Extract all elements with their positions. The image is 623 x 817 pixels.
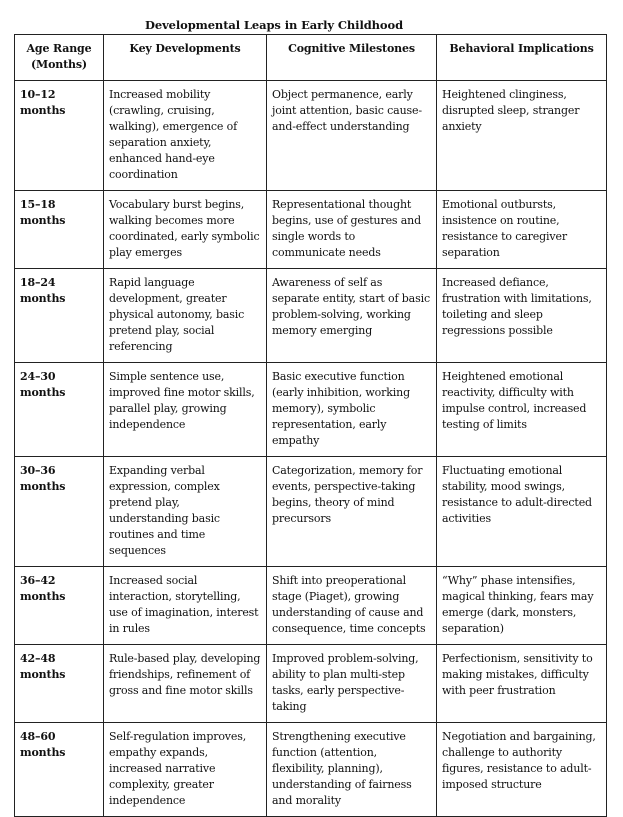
age-range-cell: 42–48 months: [15, 645, 104, 723]
behavioral-implications-cell: Negotiation and bargaining, challenge to authority figures, resistance to adult-imposed structure: [437, 723, 607, 817]
key-developments-cell: Rapid language development, greater physical autonomy, basic pretend play, social referencing: [104, 269, 267, 363]
table-row: [15, 645, 607, 723]
behavioral-implications-cell: Emotional outbursts, insistence on routine, resistance to caregiver separation: [437, 191, 607, 269]
cognitive-milestones-cell: Representational thought begins, use of gestures and single words to communicate needs: [267, 191, 437, 269]
cognitive-milestones-cell: Shift into preoperational stage (Piaget), growing understanding of cause and consequence, time concepts: [267, 567, 437, 645]
header-key-developments: Key Developments: [104, 35, 267, 81]
table-row: [15, 269, 607, 363]
cognitive-milestones-cell: Improved problem-solving, ability to plan multi-step tasks, early perspective-taking: [267, 645, 437, 723]
age-range-cell: 30–36 months: [15, 457, 104, 567]
table-row: [15, 363, 607, 457]
key-developments-cell: Simple sentence use, improved fine motor skills, parallel play, growing independence: [104, 363, 267, 457]
page-title: Developmental Leaps in Early Childhood: [144, 18, 404, 32]
behavioral-implications-cell: Fluctuating emotional stability, mood swings, resistance to adult-directed activities: [437, 457, 607, 567]
cognitive-milestones-cell: Basic executive function (early inhibition, working memory), symbolic representation, early empathy: [267, 363, 437, 457]
behavioral-implications-cell: Heightened clinginess, disrupted sleep, stranger anxiety: [437, 81, 607, 191]
developmental-leaps-table: [14, 34, 607, 817]
header-cognitive-milestones: Cognitive Milestones: [267, 35, 437, 81]
cognitive-milestones-cell: Awareness of self as separate entity, start of basic problem-solving, working memory emerging: [267, 269, 437, 363]
behavioral-implications-cell: Perfectionism, sensitivity to making mistakes, difficulty with peer frustration: [437, 645, 607, 723]
key-developments-cell: Increased mobility (crawling, cruising, walking), emergence of separation anxiety, enhanced hand-eye coordination: [104, 81, 267, 191]
table-row: [15, 567, 607, 645]
age-range-cell: 18–24 months: [15, 269, 104, 363]
header-behavioral-implications: Behavioral Implications: [437, 35, 607, 81]
cognitive-milestones-cell: Strengthening executive function (attention, flexibility, planning), understanding of fairness and morality: [267, 723, 437, 817]
key-developments-cell: Rule-based play, developing friendships, refinement of gross and fine motor skills: [104, 645, 267, 723]
behavioral-implications-cell: Heightened emotional reactivity, difficulty with impulse control, increased testing of limits: [437, 363, 607, 457]
table-row: [15, 723, 607, 817]
key-developments-cell: Vocabulary burst begins, walking becomes more coordinated, early symbolic play emerges: [104, 191, 267, 269]
header-row: [15, 35, 607, 81]
header-age-range: Age Range (Months): [15, 35, 104, 81]
behavioral-implications-cell: “Why” phase intensifies, magical thinking, fears may emerge (dark, monsters, separation): [437, 567, 607, 645]
key-developments-cell: Increased social interaction, storytelling, use of imagination, interest in rules: [104, 567, 267, 645]
age-range-cell: 24–30 months: [15, 363, 104, 457]
table-row: [15, 191, 607, 269]
cognitive-milestones-cell: Object permanence, early joint attention, basic cause-and-effect understanding: [267, 81, 437, 191]
age-range-cell: 36–42 months: [15, 567, 104, 645]
behavioral-implications-cell: Increased defiance, frustration with limitations, toileting and sleep regressions possible: [437, 269, 607, 363]
age-range-cell: 15–18 months: [15, 191, 104, 269]
table-row: [15, 81, 607, 191]
key-developments-cell: Self-regulation improves, empathy expands, increased narrative complexity, greater independence: [104, 723, 267, 817]
key-developments-cell: Expanding verbal expression, complex pretend play, understanding basic routines and time sequences: [104, 457, 267, 567]
table-row: [15, 457, 607, 567]
age-range-cell: 48–60 months: [15, 723, 104, 817]
cognitive-milestones-cell: Categorization, memory for events, perspective-taking begins, theory of mind precursors: [267, 457, 437, 567]
age-range-cell: 10–12 months: [15, 81, 104, 191]
